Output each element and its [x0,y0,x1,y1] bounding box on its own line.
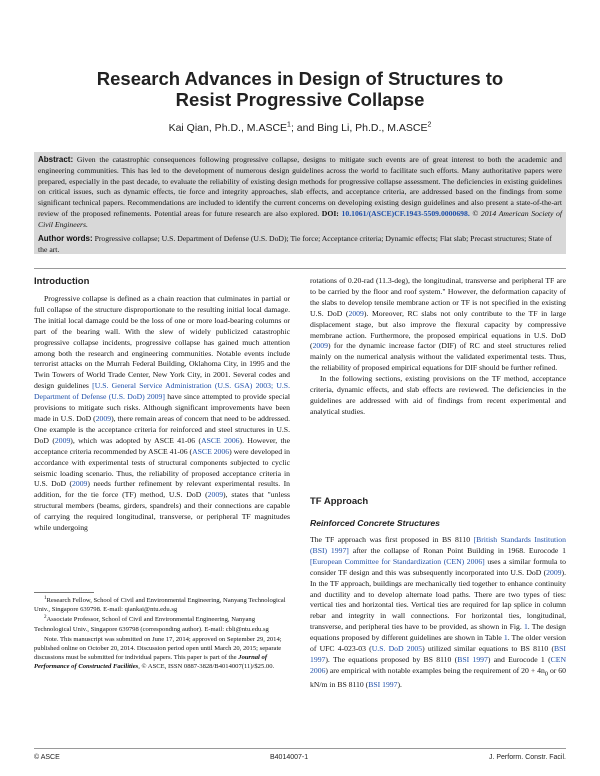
text-run: or 60 kN/m in BS 8110 ( [310,665,566,690]
title-line-1: Research Advances in Design of Structures to [96,68,504,89]
footer-publisher: © ASCE [34,754,60,761]
intro-heading: Introduction [34,276,90,287]
paper-title [40,68,560,110]
text-run: ) needs further refinement by relevant experimental results. In addition, for the tie force (TF) method, U.S. DoD ( [34,479,290,500]
text-run: ). In the TF approach, buildings are mechanically tied together to enhance continuity and ductility and to develop alternate load paths. There are two types of ties: vertical ties and horizontal ties. Vertical ties are required for lap splice in column rebar and integrity in wall connections. For horizontal ties, longitudinal, transverse, and peripheral ties have to be provided, as shown in Fig. [310,567,566,632]
text-run: ). [397,680,402,690]
intro-continuation [310,276,566,374]
tf-paragraph [310,535,566,691]
abstract-label: Abstract: [38,155,74,164]
footnote-text: Research Fellow, School of Civil and Environmental Engineering, Nanyang Technological Univ., Singapore 639798. E-mail: qiankai@ntu.edu.sg [34,597,286,614]
citation-link[interactable]: 2009 [72,479,88,489]
author-2: ; and Bing Li, Ph.D., M.ASCE [290,122,428,134]
author-1: Kai Qian, Ph.D., M.ASCE [168,122,288,134]
text-run: ). The equations proposed by BS 8110 ( [325,654,458,664]
text-run: have since attempted to provide special provisions to mitigate such risks. Although significant improvements have been made in U.S. DoD ( [34,392,290,423]
author-1-affiliation-mark: 1 [287,121,291,129]
doi-prefix: DOI: [321,208,339,218]
abstract-text: Given the catastrophic consequences following progressive collapse, designs to mitigate such events are of great interest to both the academic and engineering communities. This has led to the development of numerous design guidelines across the world to facilitate such efforts. Many authoritative papers were prepared, especially in the past decade, to evaluate the reliability of existing design methods for progressive collapse assessment. The deficiencies in existing guidelines on critical issues, such as dynamic effects, tie force and integrity approaches, slab effects, and acceptance criteria, are addressed based on the findings from some significant technical papers. Recommendations are included to identify the current concerns on developing existing design guidelines and also present a state-of-the-art review of the proposed refinements. Potential areas for future research are also explored. [38,155,563,218]
table-link[interactable]: 1 [503,633,508,643]
text-run: ). However, the acceptance criteria recommended by ASCE 41-06 ( [34,435,291,456]
text-run: ) and Eurocode 1 ( [487,654,551,664]
footnotes [34,596,290,673]
intro-paragraph-2: In the following sections, existing provisions on the TF method, acceptance criteria, dynamic effects, and slab effects are reviewed. The deficiencies in the guidelines are addressed with aid of findings from recent experimental and analytical studies. [310,374,566,416]
footnote-2 [34,615,290,633]
citation-link[interactable]: 2009 [348,308,364,318]
author-line [40,122,560,134]
keywords-label: Author words: [38,234,93,243]
text-run: ), which was adopted by ASCE 41-06 ( [70,435,202,445]
citation-link[interactable]: BSI 1997 [457,654,488,664]
rc-structures-heading: Reinforced Concrete Structures [310,518,440,528]
citation-link[interactable]: 2009 [207,490,224,500]
citation-link[interactable]: 2009 [54,435,71,445]
note-text: , © ASCE, ISSN 0887-3828/B4014007(11)/$25.00. [138,663,275,671]
footer-page-id: B4014007-1 [270,754,309,761]
citation-link[interactable]: CEN 2006 [310,654,566,675]
text-run: . The design equations proposed by different guidelines are shown in Table [310,622,566,643]
section-divider [34,268,566,269]
figure-link[interactable]: 1 [523,622,528,632]
text-run: Progressive collapse is defined as a chain reaction that culminates in partial or full collapse of the structure disproportionate to the resulting initial local damage. The initial local damage could be the loss of one or more load-bearing columns or part of the bearing wall. With the slew of widely publicized catastrophic progressive collapse incidents, progressive collapse has gained much attention among both the research and engineering communities. Notable events include terrorist attacks on the Murrah Federal Building, Oklahoma City, in 1995 and the Twin Towers of World Trade Center, New York City, in 2001. Several codes and design guidelines [34,294,290,391]
text-run: ) are empirical with notable examples being the requirement of 20 + 4n [325,665,545,675]
citation-link[interactable]: ASCE 2006 [201,435,240,445]
left-column [34,294,290,534]
citation-link[interactable]: BSI 1997 [368,680,398,690]
citation-link[interactable]: [European Committee for Standardization (CEN) 2006] [310,556,485,566]
journal-name: Journal of Performance of Constructed Facilities [34,654,268,671]
subscript: 0 [544,670,548,678]
citation-link[interactable]: ASCE 2006 [192,446,230,456]
citation-link[interactable]: 2009 [546,567,562,577]
footer-divider [34,748,566,749]
text-run: ) utilized similar equations to BS 8110 ( [422,644,555,654]
text-run: after the collapse of Ronan Point Building in 1968. Eurocode 1 [348,545,566,555]
submission-note [34,635,290,672]
footnote-1 [34,596,290,614]
citation-link[interactable]: [British Standards Institution (BSI) 1997] [310,535,566,555]
author-2-affiliation-mark: 2 [427,121,432,129]
note-text: Note. This manuscript was submitted on June 17, 2014; approved on September 29, 2014; published online on October 20, 2014. Discussion period open until March 20, 2015; separate discussions must be submitted for individual papers. This paper is part of the [34,635,282,662]
intro-paragraph [34,294,290,534]
text-run: . The older version of UFC 4-023-03 ( [310,633,566,654]
text-run: ), there remain areas of concern that need to be addressed. One example is the acceptance criteria for reinforced and steel structures in U.S. DoD ( [34,413,291,445]
abstract [38,155,562,231]
text-run: ), states that "unless structural members (beams, girders, spandrels) and their connections are capable of carrying the required longitudinal, transverse, or peripheral TF magnitudes while undergoing [34,490,290,533]
text-run: ). Moreover, RC slabs not only contribute to the TF in large displacement stage, but also improve the flexural capacity by compressive membrane action. Furthermore, the proposed empirical equations in U.S. DoD ( [310,308,566,351]
text-run: rotations of 0.20-rad (11.3-deg), the longitudinal, transverse and peripheral TF are to be carried by the floor and roof system." However, the deformation capacity of the slabs to develop tensile membrane action or TF is not specified in the existing U.S. DoD ( [310,276,566,318]
doi-link[interactable]: 10.1061/(ASCE)CF.1943-5509.0000698. [341,208,470,218]
tf-approach-heading: TF Approach [310,496,369,507]
text-run: The TF approach was first proposed in BS 8110 [310,535,474,544]
citation-link[interactable]: 2009 [95,413,112,423]
text-run: ) for the dynamic increase factor (DIF) of RC and steel structures relied mainly on the numerical analysis without the validated experimental tests. Thus, the reliability of proposed empirical equations for DIF should be further refined. [310,341,566,373]
keywords-text: Progressive collapse; U.S. Department of Defense (U.S. DoD); Tie force; Acceptance criteria; Dynamic effects; Flat slab; Precast structures; State of the art. [38,234,552,254]
copyright-notice: © 2014 American Society of Civil Engineers. [38,208,563,229]
tf-section-text [310,535,566,691]
footnote-mark: 1 [44,595,47,601]
right-column [310,276,566,418]
footer-journal: J. Perform. Constr. Facil. [488,754,566,761]
keywords [38,234,562,256]
footnote-mark: 2 [44,615,47,621]
citation-link[interactable]: [U.S. General Service Administration (U.S. GSA) 2003; U.S. Department of Defense (U.S. DoD) 2009] [34,381,290,402]
title-line-2: Resist Progressive Collapse [175,89,425,110]
text-run: uses a similar formula to consider TF design and this was subsequently incorporated into U.S. DoD ( [310,556,566,577]
citation-link[interactable]: 2009 [312,341,328,351]
citation-link[interactable]: BSI 1997 [310,644,566,664]
footnote-text: Associate Professor, School of Civil and Environmental Engineering, Nanyang Technological Univ., Singapore 639798 (corresponding author). E-mail: cbli@ntu.edu.sg [34,616,269,633]
text-run: ) were developed in accordance with experimental tests of structural components subjected to cyclic seismic loading scenario. Thus, the reliability of proposed acceptance criteria in U.S. DoD ( [34,446,290,489]
footnote-divider [34,592,94,593]
citation-link[interactable]: U.S. DoD 2005 [371,644,423,654]
